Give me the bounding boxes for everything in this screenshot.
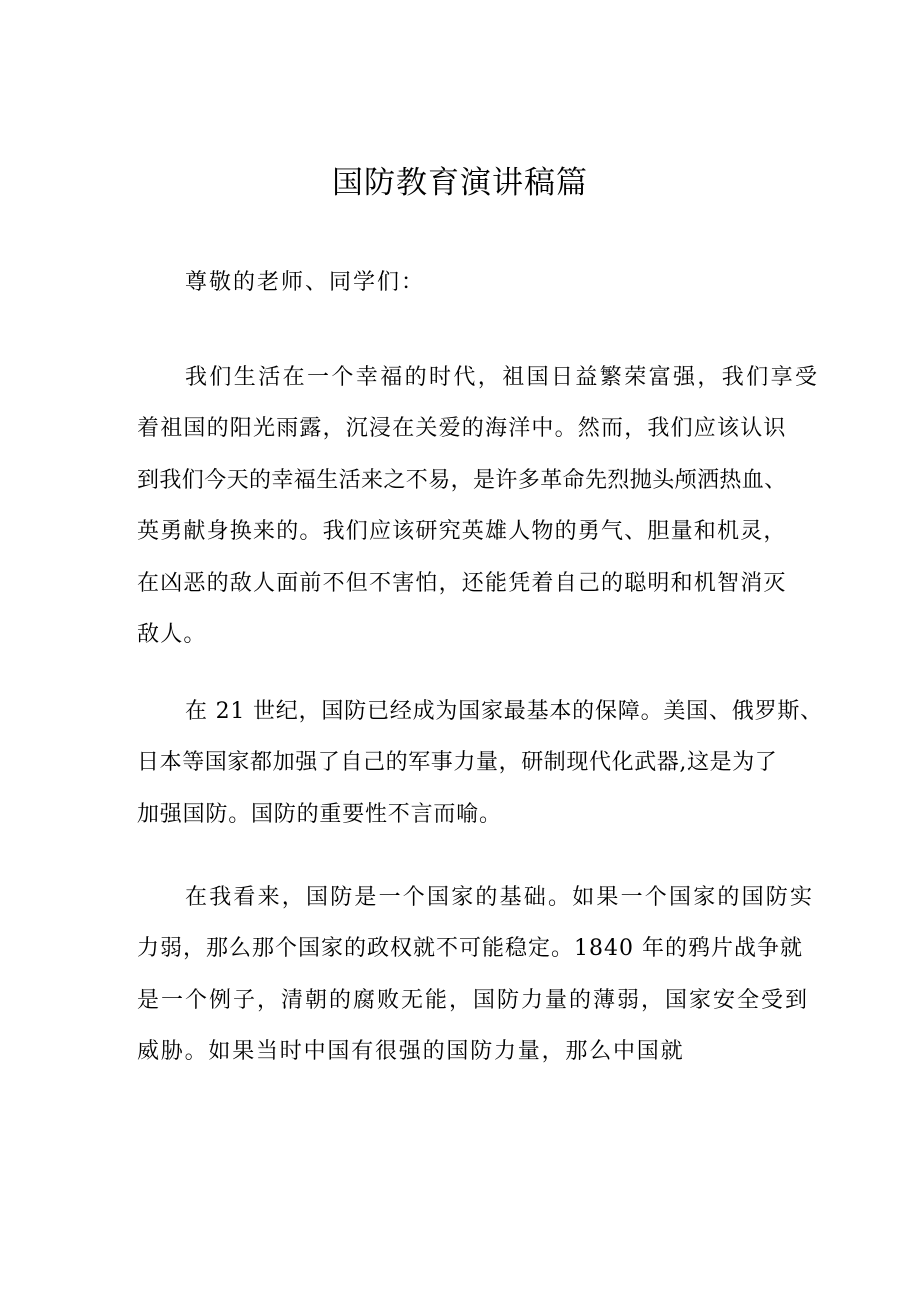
paragraph-line: 到我们今天的幸福生活来之不易，是许多革命先烈抛头颅洒热血、	[137, 467, 787, 493]
paragraph-line: 力弱，那么那个国家的政权就不可能稳定。1840 年的鸦片战争就	[137, 936, 803, 962]
paragraph-line: 日本等国家都加强了自己的军事力量，研制现代化武器,这是为了	[137, 750, 778, 776]
document-title: 国防教育演讲稿篇	[332, 165, 588, 201]
paragraph-line: 英勇献身换来的。我们应该研究英雄人物的勇气、胆量和机灵，	[137, 519, 787, 545]
greeting-line: 尊敬的老师、同学们：	[185, 270, 426, 295]
paragraph-line: 着祖国的阳光雨露，沉浸在关爱的海洋中。然而，我们应该认识	[137, 416, 787, 442]
paragraph-2	[137, 694, 837, 848]
paragraph-line: 我们生活在一个幸福的时代，祖国日益繁荣富强，我们享受	[185, 365, 820, 390]
paragraph-line: 在 21 世纪，国防已经成为国家最基本的保障。美国、俄罗斯、	[185, 699, 823, 724]
paragraph-line: 威胁。如果当时中国有很强的国防力量，那么中国就	[137, 1039, 685, 1065]
paragraph-line: 加强国防。国防的重要性不言而喻。	[137, 801, 502, 827]
paragraph-3	[137, 880, 837, 1086]
paragraph-line: 敌人。	[137, 621, 207, 647]
paragraph-line: 在我看来，国防是一个国家的基础。如果一个国家的国防实	[185, 885, 815, 910]
paragraph-line: 是一个例子，清朝的腐败无能，国防力量的薄弱，国家安全受到	[137, 987, 810, 1013]
paragraph-line: 在凶恶的敌人面前不但不害怕，还能凭着自己的聪明和机智消灭	[137, 570, 787, 596]
paragraph-1	[137, 360, 837, 668]
